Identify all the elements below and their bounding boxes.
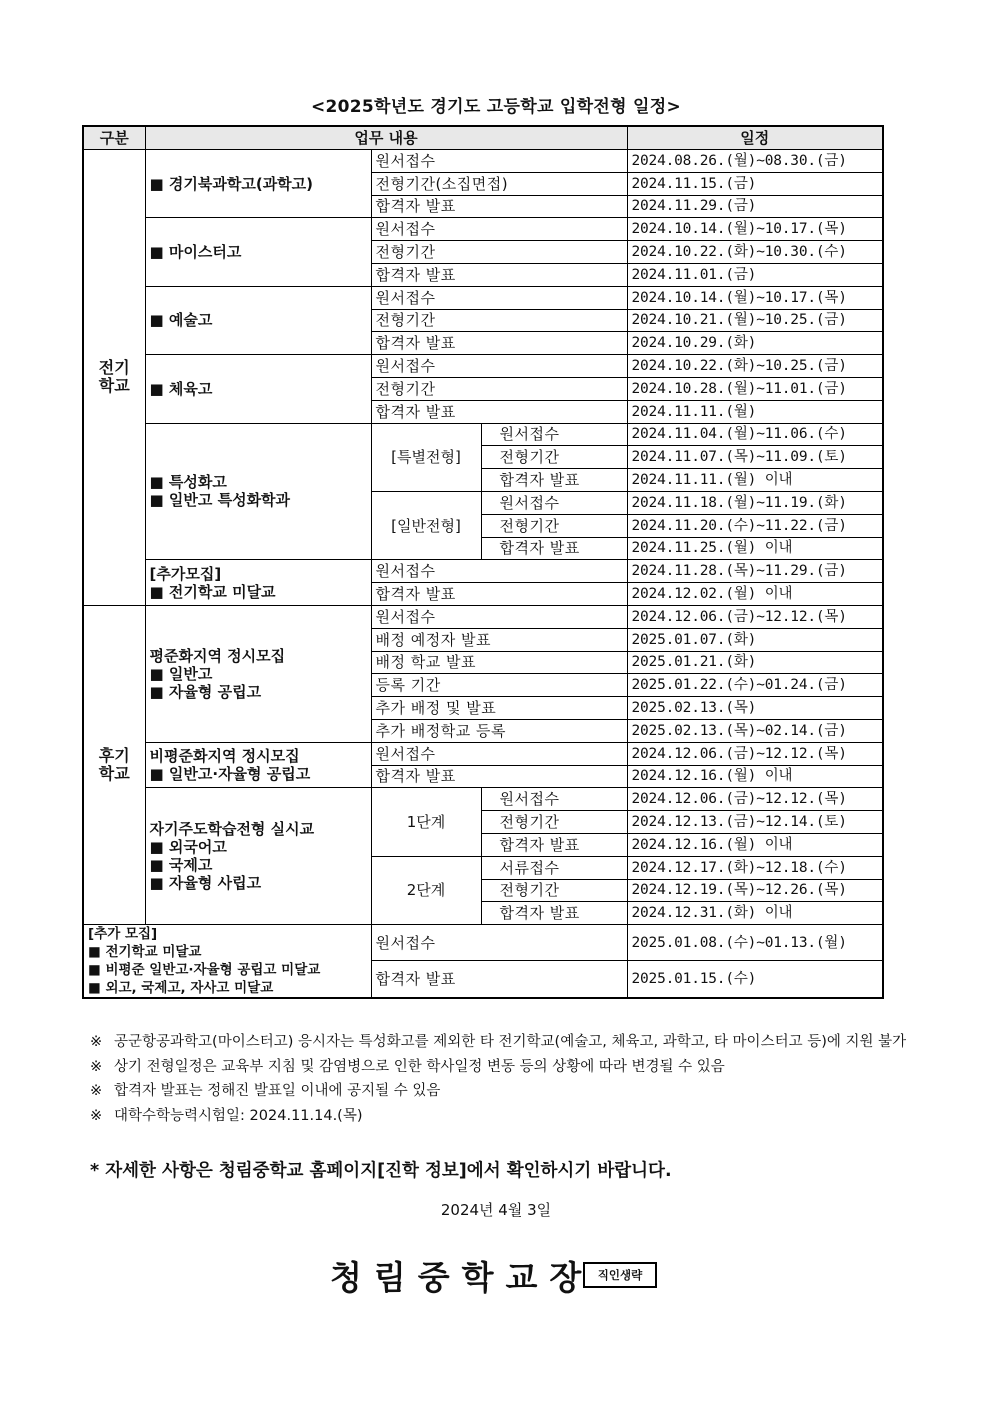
date-cell: 2024.12.06.(금)~12.12.(목): [627, 742, 883, 765]
date-cell: 2024.12.06.(금)~12.12.(목): [627, 788, 883, 811]
group-label: 전기 학교: [83, 150, 145, 606]
date-cell: 2024.11.01.(금): [627, 263, 883, 286]
task-cell: 원서접수: [371, 218, 627, 241]
task-cell: 전형기간: [481, 514, 627, 537]
principal-signature: 청림중학교장: [330, 1258, 594, 1297]
group-label: 후기 학교: [83, 605, 145, 924]
track-label: 2단계: [371, 856, 481, 924]
task-cell: 전형기간: [481, 811, 627, 834]
date-cell: 2024.11.15.(금): [627, 172, 883, 195]
category-label: 비평준화지역 정시모집 ■ 일반고·자율형 공립고: [145, 742, 371, 788]
date-cell: 2024.11.18.(월)~11.19.(화): [627, 491, 883, 514]
task-cell: 원서접수: [481, 788, 627, 811]
task-cell: 원서접수: [371, 742, 627, 765]
table-row: [83, 126, 883, 150]
task-cell: 원서접수: [481, 491, 627, 514]
category-label: ■ 마이스터고: [145, 218, 371, 286]
homepage-notice: * 자세한 사항은 청림중학교 홈페이지[진학 정보]에서 확인하시기 바랍니다.: [90, 1161, 672, 1181]
task-cell: 합격자 발표: [481, 902, 627, 925]
date-cell: 2024.08.26.(월)~08.30.(금): [627, 150, 883, 173]
date-cell: 2024.12.16.(월) 이내: [627, 765, 883, 788]
task-cell: 원서접수: [371, 150, 627, 173]
date-cell: 2024.12.16.(월) 이내: [627, 833, 883, 856]
table-row: [83, 150, 883, 173]
task-cell: 원서접수: [371, 286, 627, 309]
note-item: ※ 공군항공과학고(마이스터고) 응시자는 특성화고를 제외한 타 전기학교(예술고, 체육고, 과학고, 타 마이스터고 등)에 지원 불가: [90, 1034, 907, 1050]
category-label: ■ 예술고: [145, 286, 371, 354]
note-item: ※ 대학수학능력시험일: 2024.11.14.(목): [90, 1107, 363, 1124]
task-cell: 원서접수: [481, 423, 627, 446]
date-cell: 2025.02.13.(목): [627, 697, 883, 720]
table-row: [83, 925, 883, 961]
task-cell: 합격자 발표: [371, 195, 627, 218]
date-cell: 2025.02.13.(목)~02.14.(금): [627, 719, 883, 742]
task-cell: 전형기간: [371, 309, 627, 332]
task-cell: 전형기간: [371, 377, 627, 400]
date-cell: 2024.10.28.(월)~11.01.(금): [627, 377, 883, 400]
date-cell: 2024.11.04.(월)~11.06.(수): [627, 423, 883, 446]
task-cell: 합격자 발표: [481, 469, 627, 492]
date-cell: 2024.10.14.(월)~10.17.(목): [627, 286, 883, 309]
date-cell: 2024.12.17.(화)~12.18.(수): [627, 856, 883, 879]
date-cell: 2024.11.11.(월): [627, 400, 883, 423]
date-cell: 2024.10.14.(월)~10.17.(목): [627, 218, 883, 241]
table-row: [83, 423, 883, 446]
track-label: [일반전형]: [371, 491, 481, 559]
table-row: [83, 355, 883, 378]
task-cell: 원서접수: [371, 560, 627, 583]
task-cell: 합격자 발표: [481, 537, 627, 560]
task-cell: 배정 예정자 발표: [371, 628, 627, 651]
seal-omitted-stamp: 직인생략: [583, 1262, 657, 1288]
date-cell: 2024.11.25.(월) 이내: [627, 537, 883, 560]
task-cell: 합격자 발표: [481, 833, 627, 856]
date-cell: 2024.10.22.(화)~10.25.(금): [627, 355, 883, 378]
task-cell: 합격자 발표: [371, 583, 627, 606]
task-cell: 원서접수: [371, 925, 627, 961]
category-label: ■ 경기북과학고(과학고): [145, 150, 371, 218]
note-item: ※ 합격자 발표는 정해진 발표일 이내에 공지될 수 있음: [90, 1083, 441, 1099]
date-cell: 2025.01.07.(화): [627, 628, 883, 651]
task-cell: 전형기간: [481, 879, 627, 902]
date-cell: 2024.11.28.(목)~11.29.(금): [627, 560, 883, 583]
task-cell: 합격자 발표: [371, 961, 627, 998]
table-row: [83, 560, 883, 583]
task-cell: 원서접수: [371, 605, 627, 628]
date-cell: 2024.12.13.(금)~12.14.(토): [627, 811, 883, 834]
task-cell: 전형기간(소집면접): [371, 172, 627, 195]
task-cell: 합격자 발표: [371, 765, 627, 788]
category-label: 자기주도학습전형 실시교 ■ 외국어고 ■ 국제고 ■ 자율형 사립고: [145, 788, 371, 925]
date-cell: 2024.12.19.(목)~12.26.(목): [627, 879, 883, 902]
date-cell: 2024.12.31.(화) 이내: [627, 902, 883, 925]
task-cell: 합격자 발표: [371, 400, 627, 423]
date-cell: 2024.12.02.(월) 이내: [627, 583, 883, 606]
date-cell: 2025.01.21.(화): [627, 651, 883, 674]
task-cell: 등록 기간: [371, 674, 627, 697]
table-row: [83, 286, 883, 309]
date-cell: 2024.11.07.(목)~11.09.(토): [627, 446, 883, 469]
schedule-table: [82, 125, 884, 999]
table-row: [83, 218, 883, 241]
note-item: ※ 상기 전형일정은 교육부 지침 및 감염병으로 인한 학사일정 변동 등의 상황에 따라 변경될 수 있음: [90, 1058, 725, 1075]
document-date: 2024년 4월 3일: [440, 1201, 552, 1219]
header-schedule: 일정: [627, 126, 883, 150]
date-cell: 2025.01.08.(수)~01.13.(월): [627, 925, 883, 961]
track-label: 1단계: [371, 788, 481, 856]
date-cell: 2025.01.15.(수): [627, 961, 883, 998]
notes-list: [90, 1030, 920, 1128]
task-cell: 전형기간: [481, 446, 627, 469]
table-row: [83, 788, 883, 811]
date-cell: 2024.10.29.(화): [627, 332, 883, 355]
category-label: 평준화지역 정시모집 ■ 일반고 ■ 자율형 공립고: [145, 605, 371, 742]
table-row: [83, 742, 883, 765]
date-cell: 2025.01.22.(수)~01.24.(금): [627, 674, 883, 697]
category-label: [추가모집] ■ 전기학교 미달교: [145, 560, 371, 606]
header-group: 구분: [83, 126, 145, 150]
document-title: <2025학년도 경기도 고등학교 입학전형 일정>: [310, 97, 682, 117]
task-cell: 서류접수: [481, 856, 627, 879]
task-cell: 원서접수: [371, 355, 627, 378]
date-cell: 2024.10.22.(화)~10.30.(수): [627, 241, 883, 264]
task-cell: 추가 배정학교 등록: [371, 719, 627, 742]
task-cell: 합격자 발표: [371, 263, 627, 286]
header-work: 업무 내용: [145, 126, 627, 150]
task-cell: 합격자 발표: [371, 332, 627, 355]
date-cell: 2024.10.21.(월)~10.25.(금): [627, 309, 883, 332]
category-label: [추가 모집] ■ 전기학교 미달교 ■ 비평준 일반고·자율형 공립고 미달교 ■ 외고, 국제고, 자사고 미달교: [83, 925, 371, 999]
category-label: ■ 체육고: [145, 355, 371, 423]
task-cell: 추가 배정 및 발표: [371, 697, 627, 720]
task-cell: 전형기간: [371, 241, 627, 264]
category-label: ■ 특성화고 ■ 일반고 특성화학과: [145, 423, 371, 560]
date-cell: 2024.11.20.(수)~11.22.(금): [627, 514, 883, 537]
task-cell: 배정 학교 발표: [371, 651, 627, 674]
table-row: [83, 605, 883, 628]
date-cell: 2024.11.29.(금): [627, 195, 883, 218]
date-cell: 2024.11.11.(월) 이내: [627, 469, 883, 492]
date-cell: 2024.12.06.(금)~12.12.(목): [627, 605, 883, 628]
track-label: [특별전형]: [371, 423, 481, 491]
